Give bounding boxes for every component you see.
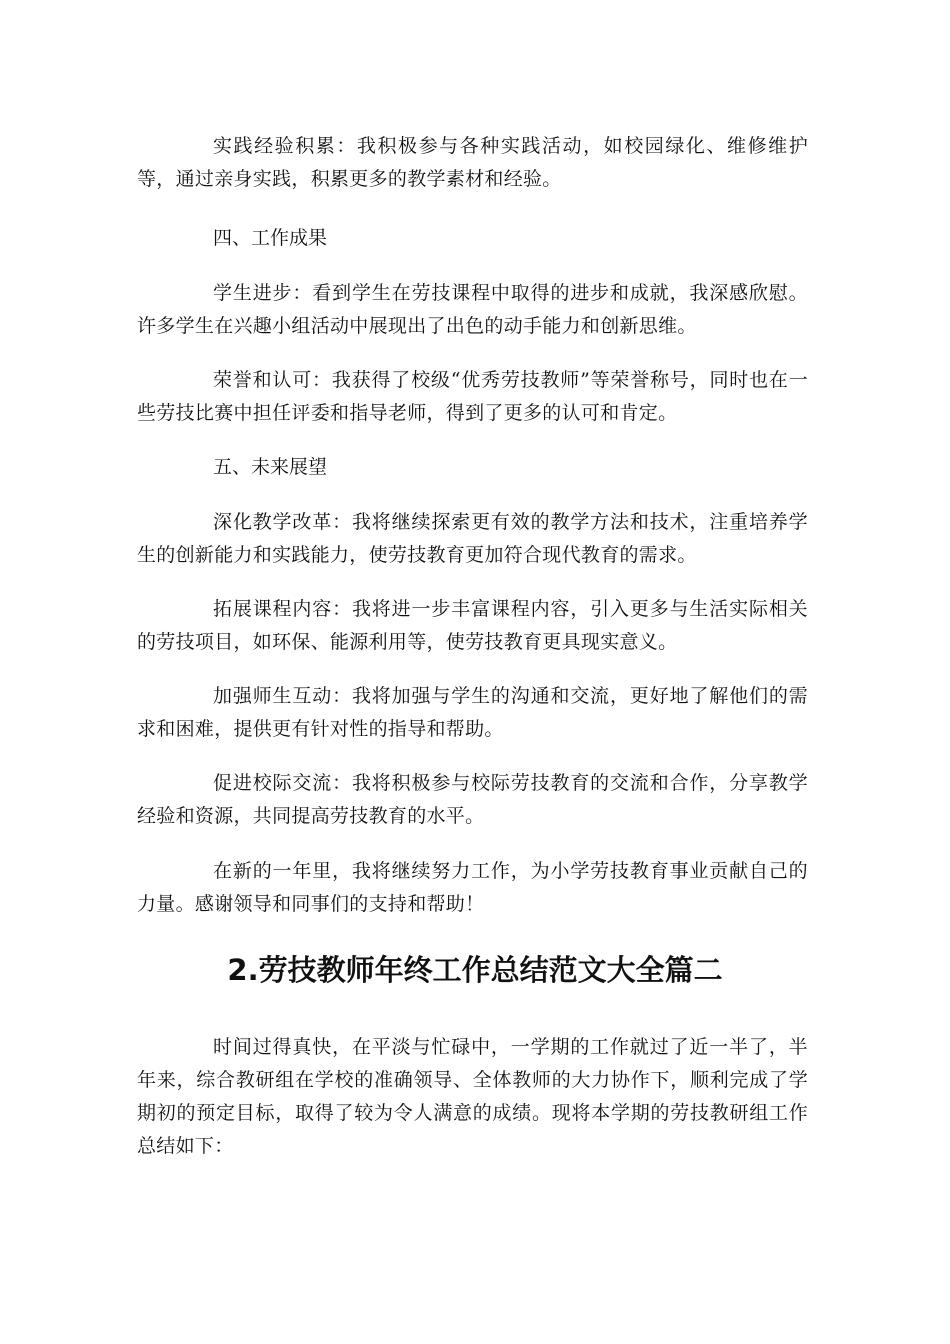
section-heading-future-outlook: 五、未来展望 xyxy=(213,456,328,478)
paragraph-deepen-reform: 深化教学改革：我将继续探索更有效的教学方法和技术，注重培养学生的创新能力和实践能力，使劳技教育更加符合现代教育的需求。 xyxy=(137,511,808,566)
paragraph-teacher-student-interaction: 加强师生互动：我将加强与学生的沟通和交流，更好地了解他们的需求和困难，提供更有针对性的指导和帮助。 xyxy=(137,685,808,740)
paragraph-student-progress: 学生进步：看到学生在劳技课程中取得的进步和成就，我深感欣慰。许多学生在兴趣小组活动中展现出了出色的动手能力和创新思维。 xyxy=(137,282,808,337)
paragraph-honors: 荣誉和认可：我获得了校级“优秀劳技教师”等荣誉称号，同时也在一些劳技比赛中担任评委和指导老师，得到了更多的认可和肯定。 xyxy=(137,369,808,424)
paragraph-intro: 时间过得真快，在平淡与忙碌中，一学期的工作就过了近一半了，半年来，综合教研组在学校的准确领导、全体教师的大力协作下，顺利完成了学期初的预定目标，取得了较为令人满意的成绩。现将本学期的劳技教研组工作总结如下： xyxy=(137,1036,808,1157)
paragraph-practice-experience: 实践经验积累：我积极参与各种实践活动，如校园绿化、维修维护等，通过亲身实践，积累更多的教学素材和经验。 xyxy=(137,135,808,190)
paragraph-closing: 在新的一年里，我将继续努力工作，为小学劳技教育事业贡献自己的力量。感谢领导和同事们的支持和帮助！ xyxy=(137,860,808,915)
section-heading-work-results: 四、工作成果 xyxy=(213,227,328,249)
article-title: 2.劳技教师年终工作总结范文大全篇二 xyxy=(227,953,723,987)
paragraph-expand-curriculum: 拓展课程内容：我将进一步丰富课程内容，引入更多与生活实际相关的劳技项目，如环保、能源利用等，使劳技教育更具现实意义。 xyxy=(137,598,808,653)
paragraph-inter-school-exchange: 促进校际交流：我将积极参与校际劳技教育的交流和合作，分享教学经验和资源，共同提高劳技教育的水平。 xyxy=(137,772,808,827)
